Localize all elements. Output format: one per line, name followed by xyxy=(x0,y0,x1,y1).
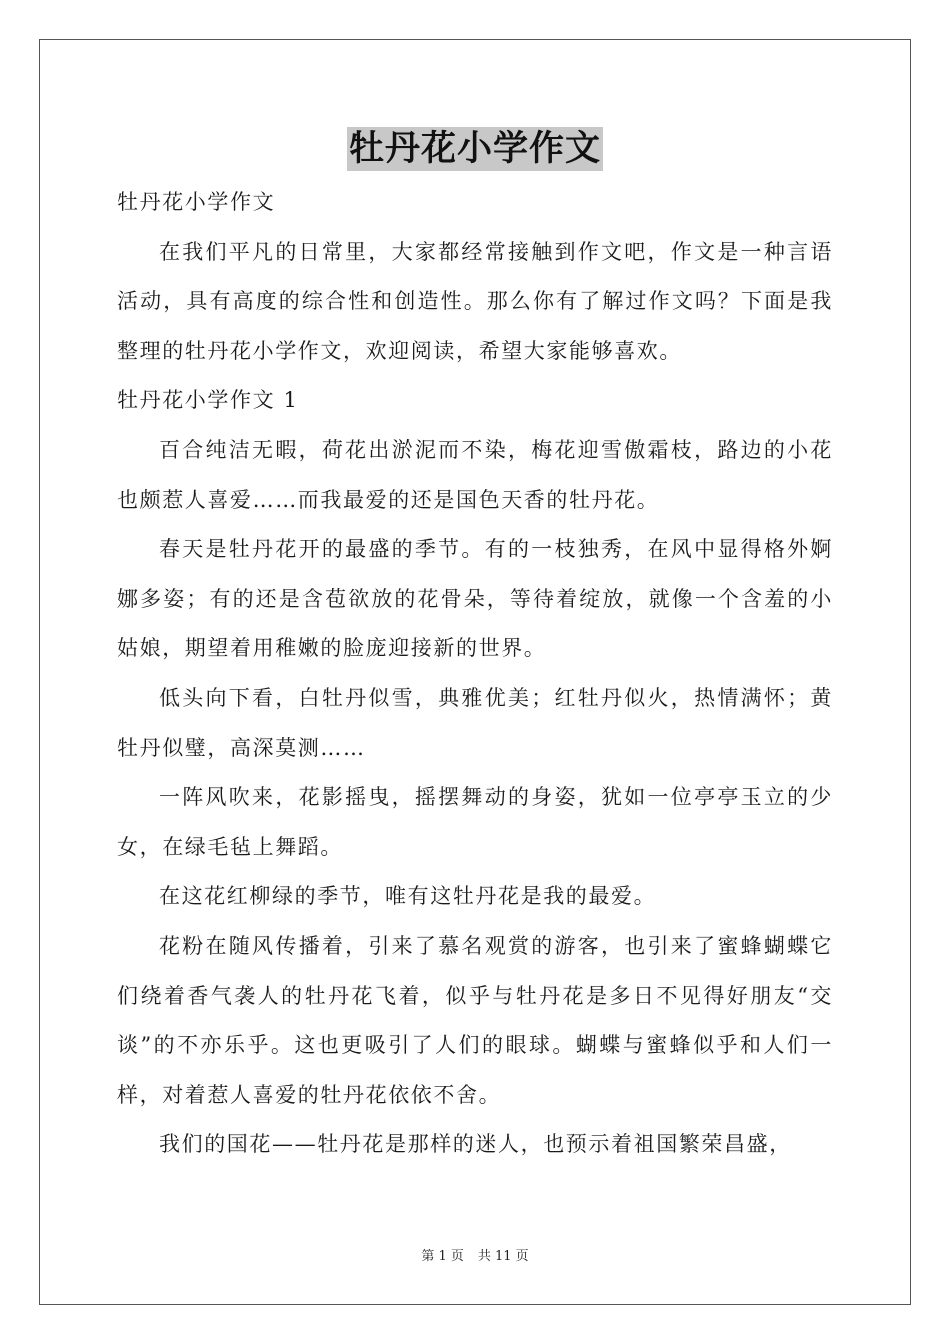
page-number-current: 第 1 页 xyxy=(421,1249,464,1264)
document-title-text: 牡丹花小学作文 xyxy=(348,128,601,169)
document-body xyxy=(117,178,833,1170)
body-paragraph: 在这花红柳绿的季节，唯有这牡丹花是我的最爱。 xyxy=(159,884,657,909)
body-paragraph: 花粉在随风传播着，引来了慕名观赏的游客，也引来了蜜蜂蝴蝶它们绕着香气袭人的牡丹花飞着，似乎与牡丹花是多日不见得好朋友“交谈”的不亦乐乎。这也更吸引了人们的眼球。蝴蝶与蜜蜂似乎和人们一样，对着惹人喜爱的牡丹花依依不舍。 xyxy=(117,933,833,1107)
document-subtitle: 牡丹花小学作文 xyxy=(117,190,276,214)
body-paragraph: 一阵风吹来，花影摇曳，摇摆舞动的身姿，犹如一位亭亭玉立的少女，在绿毛毡上舞蹈。 xyxy=(117,785,833,859)
body-paragraph: 我们的国花——牡丹花是那样的迷人，也预示着祖国繁荣昌盛， xyxy=(159,1132,792,1157)
page-number-total: 共 11 页 xyxy=(477,1249,529,1264)
body-paragraph: 低头向下看，白牡丹似雪，典雅优美；红牡丹似火，热情满怀；黄牡丹似璧，高深莫测…… xyxy=(117,685,833,760)
body-paragraph: 春天是牡丹花开的最盛的季节。有的一枝独秀，在风中显得格外婀娜多姿；有的还是含苞欲放的花骨朵，等待着绽放，就像一个含羞的小姑娘，期望着用稚嫩的脸庞迎接新的世界。 xyxy=(117,537,833,661)
document-title xyxy=(0,127,950,171)
section-heading: 牡丹花小学作文 1 xyxy=(117,388,299,413)
body-paragraph: 百合纯洁无暇，荷花出淤泥而不染，梅花迎雪傲霜枝，路边的小花也颇惹人喜爱……而我最爱的还是国色天香的牡丹花。 xyxy=(117,437,833,512)
intro-paragraph: 在我们平凡的日常里，大家都经常接触到作文吧，作文是一种言语活动，具有高度的综合性和创造性。那么你有了解过作文吗？下面是我整理的牡丹花小学作文，欢迎阅读，希望大家能够喜欢。 xyxy=(117,239,833,363)
page-footer xyxy=(0,1245,950,1264)
